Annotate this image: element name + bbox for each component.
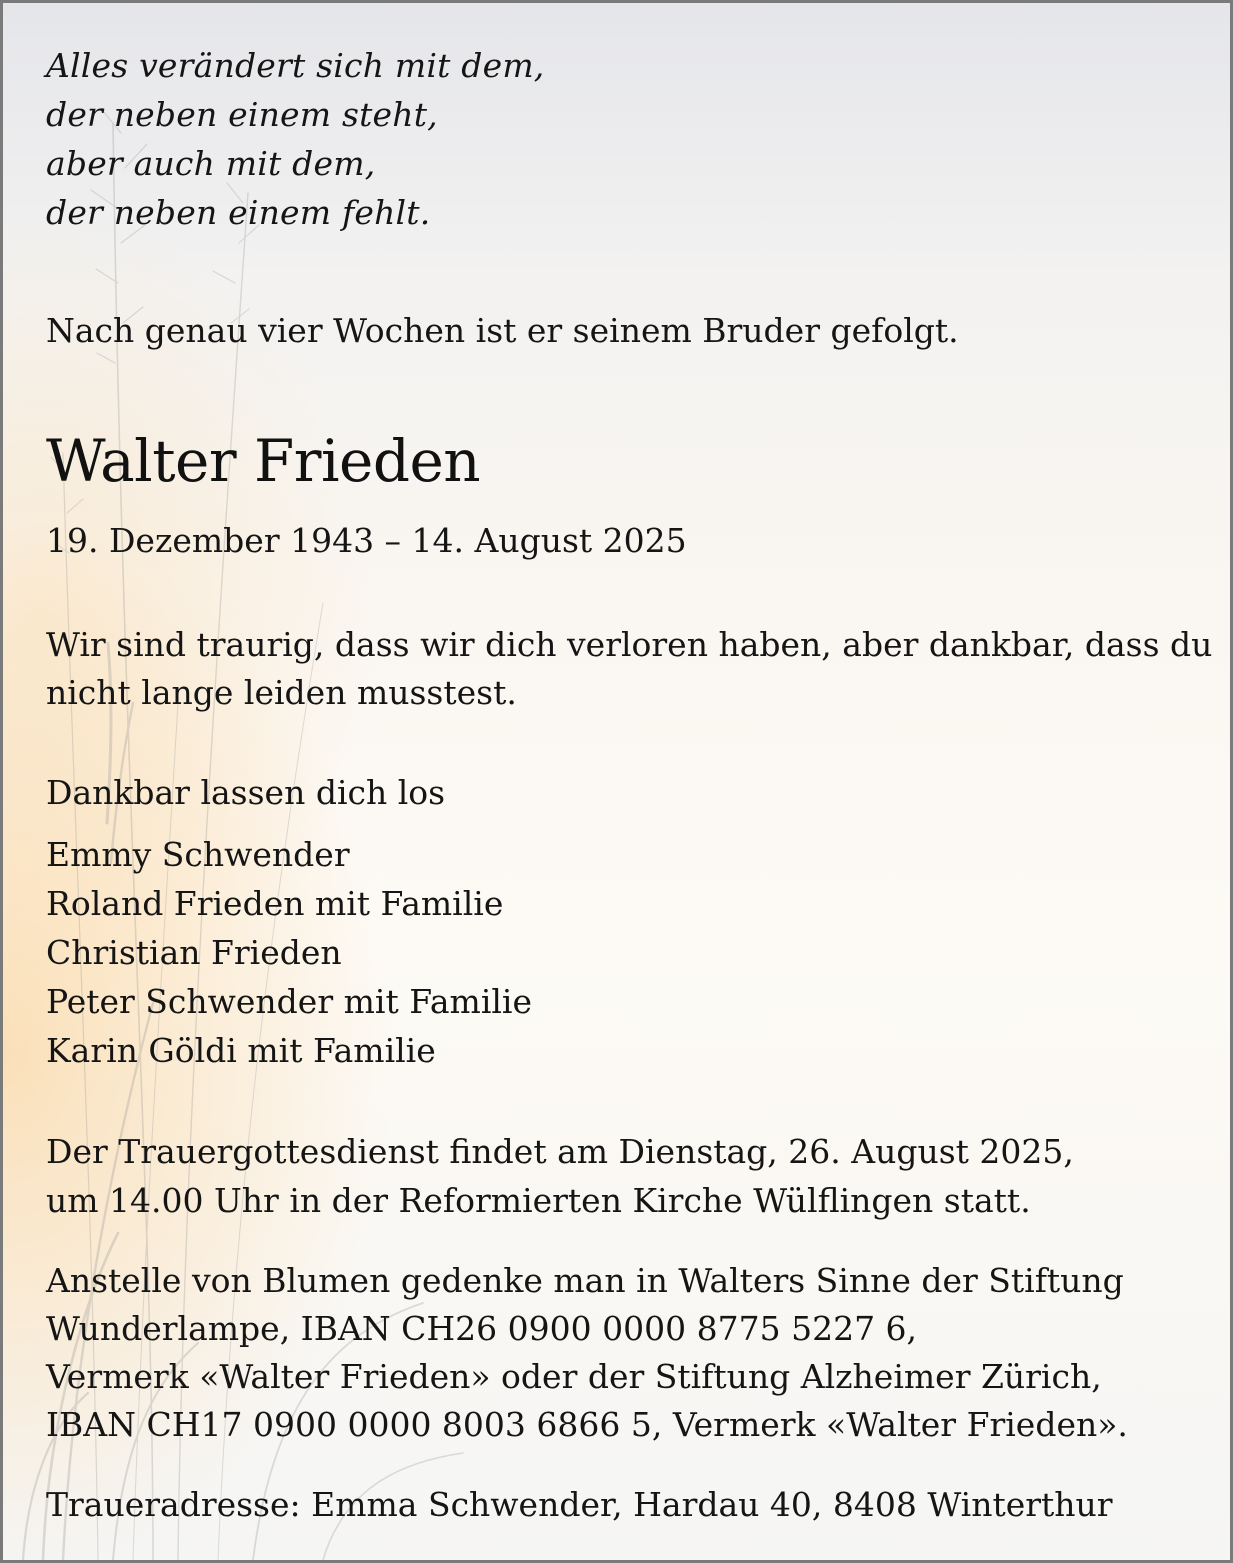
- service-line: Der Trauergottesdienst findet am Dienstag, 26. August 2025,: [46, 1132, 1074, 1171]
- farewell-message: [46, 621, 1212, 717]
- mourner-name: Christian Frieden: [46, 933, 342, 972]
- mourner-name: Roland Frieden mit Familie: [46, 884, 504, 923]
- mourner-name: Emmy Schwender: [46, 835, 350, 874]
- donation-line: Wunderlampe, IBAN CH26 0900 0000 8775 5227 6,: [46, 1309, 918, 1348]
- deceased-name: Walter Frieden: [46, 427, 481, 495]
- funeral-service-info: [46, 1127, 1074, 1225]
- donation-line: Anstelle von Blumen gedenke man in Walters Sinne der Stiftung: [46, 1261, 1124, 1300]
- motto-poem: [46, 41, 545, 237]
- motto-line: der neben einem fehlt.: [46, 193, 431, 232]
- mourner-name: Peter Schwender mit Familie: [46, 982, 533, 1021]
- mourning-address: Traueradresse: Emma Schwender, Hardau 40, 8408 Winterthur: [46, 1485, 1113, 1524]
- mourners-list: [46, 830, 532, 1075]
- message-line: nicht lange leiden musstest.: [46, 673, 517, 712]
- motto-line: Alles verändert sich mit dem,: [46, 46, 545, 85]
- service-line: um 14.00 Uhr in der Reformierten Kirche Wülflingen statt.: [46, 1181, 1031, 1220]
- mourner-name: Karin Göldi mit Familie: [46, 1031, 436, 1070]
- motto-line: aber auch mit dem,: [46, 144, 376, 183]
- intro-sentence: Nach genau vier Wochen ist er seinem Bruder gefolgt.: [46, 311, 959, 350]
- message-line: Wir sind traurig, dass wir dich verloren haben, aber dankbar, dass du: [46, 625, 1213, 664]
- donation-line: IBAN CH17 0900 0000 8003 6866 5, Vermerk «Walter Frieden».: [46, 1405, 1128, 1444]
- donation-line: Vermerk «Walter Frieden» oder der Stiftung Alzheimer Zürich,: [46, 1357, 1102, 1396]
- motto-line: der neben einem steht,: [46, 95, 438, 134]
- donation-info: [46, 1257, 1128, 1449]
- life-dates: 19. Dezember 1943 – 14. August 2025: [46, 521, 687, 560]
- mourners-heading: Dankbar lassen dich los: [46, 773, 446, 812]
